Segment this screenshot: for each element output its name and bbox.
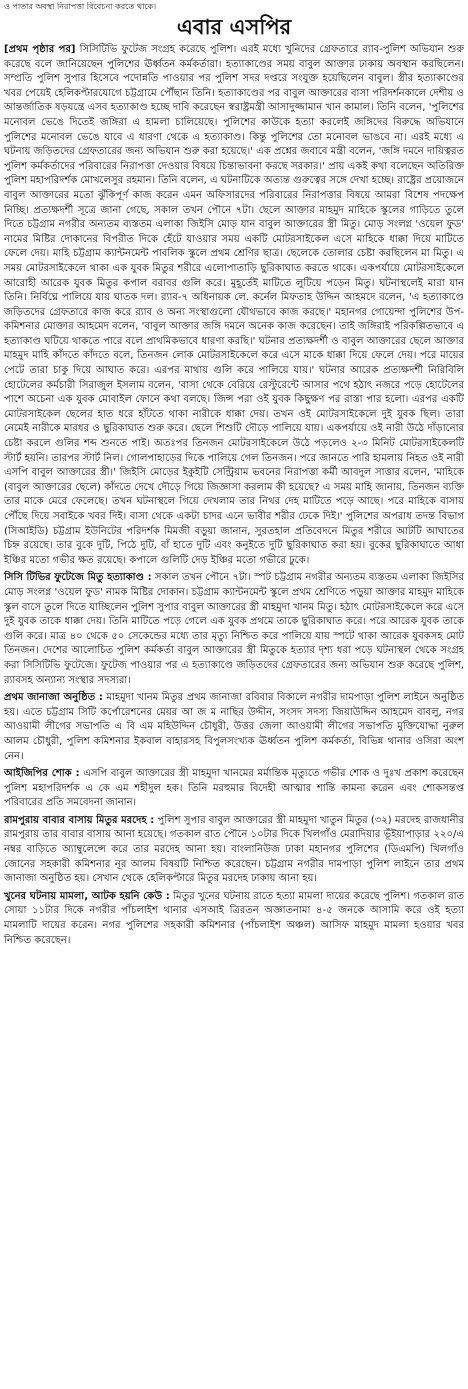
paragraph-lead: রামপুরায় বাবার বাসায় মিতুর মরদেহ : bbox=[4, 814, 155, 826]
paragraph-lead: প্রথম জানাজা অনুষ্ঠিত : bbox=[4, 692, 103, 704]
paragraph-body: মাহমুদা খানম মিতুর প্রথম জানাজা রবিবার বিকালে নগরীর দামপাড়া পুলিশ লাইনে অনুষ্ঠিত হয়। এতে চট্টগ্রাম সিটি কর্পোরেশনের মেয়র আ জ ম নাছির উদ্দীন, সংসদ সদস্য জিয়াউদ্দিন আহমেদ বাবলু, নগর আওয়ামী লীগের সভাপতি এ বি এম মহিউদ্দিন চৌধুরী, উত্তর জেলা আওয়ামী লীগের সভাপতি মুক্তিযোদ্ধা নুরুল আলম চৌধুরী, পুলিশ কমিশনার ইকবাল বাহারসহ বিপুলসংখ্যক ঊর্ধ্বতন পুলিশ কর্মকর্তা, বিভিন্ন থানার ওসিরা অংশ নেন। bbox=[4, 692, 464, 762]
paragraph-body: সিসিটিভি ফুটেজ সংগ্রহ করেছে পুলিশ। এরই মধ্যে খুনিদের গ্রেফতারে র‍্যাব-পুলিশ অভিযান শুরু করেছে বলে জানিয়েছেন পুলিশের ঊর্ধ্বতন কর্মকর্তারা। হত্যাকাণ্ডের সময় বাবুল আক্তার ঢাকায় অবস্থান করছিলেন। সম্প্রতি পুলিশ সুপার হিসেবে পদোন্নতি পাওয়ার পর পুলিশ সদর দপ্তরে সংযুক্ত হয়েছিলেন বাবুল। স্ত্রীর হত্যাকাণ্ডের খবর পেয়েই হেলিকপ্টারযোগে চট্টগ্রামে পৌঁছান তিনি। হত্যাকাণ্ডের পর বাবুল আক্তারের বাসা পরিদর্শনকালে দেশীয় ও আন্তর্জাতিক ষড়যন্ত্রে এসব হত্যাকাণ্ড হচ্ছে দাবি করেছেন স্বরাষ্ট্রমন্ত্রী আসাদুজ্জামান খান কামাল। তিনি বলেন, 'পুলিশের মনোবল ভেঙে দিতেই জঙ্গিরা এ হামলা চালিয়েছে। পুলিশের কাউকে হত্যা করলেই জঙ্গিদের বিরুদ্ধে অভিযানে পুলিশের মনোবল ভেঙে যাবে এ ধারণা থেকে এ হত্যাকাণ্ড। কিন্তু পুলিশের তো মনোবল ভাঙবে না। এরই মধ্যে এ ঘটনায় জড়িতদের গ্রেফতারের জন্য অভিযান শুরু করা হয়েছে।' এক প্রশ্নের জবাবে মন্ত্রী বলেন, 'জঙ্গি দমনে দায়িত্বরত পুলিশ কর্মকর্তাদের পরিবারের নিরাপত্তা দেওয়ার বিষয়ে চিন্তাভাবনা করছে সরকার।' প্রায় একই কথা বলেছেন অতিরিক্ত পুলিশ মহাপরিদর্শক মোখলেসুর রহমান। তিনি বলেন, এ ঘটনাটিকে অত্যন্ত গুরুত্বের সঙ্গে দেখা হচ্ছে। রাষ্ট্রের প্রয়োজনে বাবুল আক্তারের মতো ঝুঁকিপূর্ণ কাজ করেন এমন অফিসারদের পরিবারের নিরাপত্তার বিষয়ে আমরা বিশেষ পদক্ষেপ নিচ্ছি। প্রত্যক্ষদর্শী সূত্রে জানা গেছে, সকাল তখন পৌনে ৭টা। ছেলে আক্তার মাহমুদ মাহিকে স্কুলের গাড়িতে তুলে দিতে চট্টগ্রাম নগরীর অন্যতম ব্যস্ততম এলাকা জিইসি মোড় যান বাবুল আক্তারের স্ত্রী মিতু। মোড় সংলগ্ন 'ওয়েল ফুড' নামের মিষ্টির দোকানের বিপরীত দিকে হেঁটে যাওয়ার সময় একটি মোটরসাইকেল এসে মাহিকে ধাক্কা দিয়ে মাটিতে ফেলে দেয়। মাহি চট্টগ্রাম ক্যান্টনমেন্ট পাবলিক স্কুলে প্রথম শ্রেণির ছাত্র। ছেলেকে তোলার চেষ্টা করছিলেন মা মিতু। এ সময় মোটরসাইকেলে থাকা এক যুবক মিতুর শরীরে এলোপাতাড়ি ছুরিকাঘাত করতে থাকে। একপর্যায়ে মোটরসাইকেলে আরোহী আরেক যুবক মিতুর কপাল বরাবর গুলি করে। মুহূর্তেই মাটিতে লুটিয়ে পড়েন মিতু। ঘটনাস্থলেই মারা যান তিনি। নির্বিঘ্নে পালিয়ে যায় ঘাতক দল। র‍্যাব-৭ অধিনায়ক লে. কর্নেল মিফতাহ উদ্দিন আহমদে বলেন, 'এ হত্যাকাণ্ডে জড়িতদের গ্রেফতারে কাজ করে র‍্যাব ও অন্য সংস্থাগুলো যৌথভাবে কাজ করছে।' মহানগর গোয়েন্দা পুলিশের উপ-কমিশনার মোক্তার আহমেদ বলেন, 'বাবুল আক্তার জঙ্গি দমনে অনেক কাজ করেছেন। তাই জঙ্গিরাই পরিকল্পিতভাবে এ হত্যাকাণ্ড ঘটিয়ে থাকতে পারে বলে প্রাথমিকভাবে ধারণা করছি।' ঘটনার প্রত্যক্ষদর্শী ও বাবুল আক্তারের ছেলে আক্তার মাহমুদ মাহি কাঁদতে কাঁদতে বলে, তিনজন লোক মোটরসাইকেলে করে এসে মাকে ধাক্কা দিয়ে ফেলে দেয়। পরে মায়ের পেটে তারা চাকু দিয়ে আঘাত করে। এরপর মাথায় গুলি করে পালিয়ে যায়।' ঘটনার আরেক প্রত্যক্ষদর্শী নিরিবিলি হোটেলের কর্মচারী সিরাজুল ইসলাম বলেন, 'বাসা থেকে বেরিয়ে রেস্টুরেন্টে আসার পথে হঠাৎ নজরে পড়ে হোটেলের পাশে অচেনা এক যুবক মোবাইল ফোনে কথা বলছে। জিন্স পরা ওই যুবক কিছুক্ষণ পর রাস্তা পার হলো। এরপর একটি মোটরসাইকেল ছেলের হাত ধরে হাঁটতে থাকা নারীকে ধাক্কা দেয়। তখন ওই মোটরসাইকেলে দুই যুবক ছিল। তারা নেমেই নারীকে মারধর ও ছুরিকাঘাত শুরু করে। ছেলে শিশুটি দৌড়ে পালিয়ে যায়। একপর্যায়ে ওই নারী উঠে দাঁড়ানোর চেষ্টা করলে গুলির শব্দ শুনতে পাই। অতঃপর তিনজন মোটরসাইকেলে উঠে পড়লেও ২-৩ মিনিট মোটরসাইকেলটি স্টার্ট হয়নি। তারপর স্টার্ট নিল। গোলপাহাড়ের দিকে পালিয়ে গেল তিনজন। পরে জানতে পারি হামলায় নিহত ওই নারী এসপি বাবুল আক্তারের স্ত্রী।' জিইসি মোড়ের ইকুইটি সেন্ট্রিয়াম ভবনের নিরাপত্তা কর্মী আবদুল সাত্তার বলেন, 'মাহিকে (বাবুল আক্তারের ছেলে) কাঁদতে দেখে দৌড়ে গিয়ে জিজ্ঞাসা করলাম কী হয়েছে? এ সময় মাহি জানায়, তিনজন ব্যক্তি তার মাকে মেরে ফেলেছে। তখন ঘটনাস্থলে গিয়ে দেখলাম তার নিথর দেহ মাটিতে পড়ে আছে। পরে মাহিকে বাসায় পৌঁছে দিয়ে সবাইকে খবর দিই। বাসা থেকে একটা চাদর এনে ভাবীর শরীর ঢেকে দিই।' পুলিশের অপরাধ তদন্ত বিভাগ (সিআইডি) চট্টগ্রাম ইউনিটের পরিদর্শক মিমজী বড়ুয়া জানান, সুরতহাল প্রতিবেদনে মিতুর শরীরে আটটি আঘাতের চিহ্ন রয়েছে। তার বুকে দুটি, পিঠে দুটি, বাঁ হাতে দুটি এবং কনুইতে দুটি ছুরিকাঘাত করা হয়। বুকের ছুরিকাঘাতে আধা ইঞ্চির মতো গভীর ক্ষত রয়েছে। কপালে গুলিটি দেড় ইঞ্চির মতো গভীরে ঢুকে। bbox=[4, 44, 464, 566]
paragraph-lead: [প্রথম পৃষ্ঠার পর] bbox=[4, 44, 76, 55]
article-paragraph-rampura bbox=[4, 814, 464, 887]
paragraph-body: মিতুর খুনের ঘটনায় রাতে হত্যা মামলা দায়ের করেছে পুলিশ। গতকাল রাত সোয়া ১১টার দিকে নগরীর পাঁচলাইশ থানার এসআই ত্রিরতন অজ্ঞাতনামা ৪-৫ জনকে আসামি করে ওই হত্যা মামলাটি দায়ের করেন। নগর পুলিশের সহকারী কমিশনার (পাঁচলাইশ অঞ্চল) আসিফ মাহমুদ মামলা হওয়ার খবর নিশ্চিত করেছেন। bbox=[4, 890, 464, 946]
paragraph-lead: আইজিপির শোক : bbox=[4, 768, 80, 780]
article-paragraph-cctv bbox=[4, 571, 464, 688]
paragraph-lead: খুনের ঘটনায় মামলা, আটক হয়নি কেউ : bbox=[4, 890, 170, 902]
paragraph-body: এসপি বাবুল আক্তারের স্ত্রী মাহমুদা খানমের মর্মান্তিক মৃত্যুতে গভীর শোক ও দুঃখ প্রকাশ করেছেন পুলিশ মহাপরিদর্শক এ কে এম শহীদুল হক। তিনি মরহুমার বিদেহী আত্মার শান্তি কামনা করেন এবং শোকসন্তপ্ত পরিবারের প্রতি সমবেদনা জানান। bbox=[4, 768, 464, 809]
article-paragraph-case-filed bbox=[4, 890, 464, 948]
paragraph-body: পুলিশ সুপার বাবুল আক্তারের স্ত্রী মাহমুদা খাতুন মিতুর (৩২) মরদেহ রাজধানীর রামপুরায় তার বাবার বাসায় আনা হয়েছে। গতকাল রাত পৌনে ১০টার দিকে খিলগাঁও মেরাদিয়ার ভূঁইয়াপাড়ার ২২০/এ নম্বর বাড়িতে অ্যাম্বুলেন্সে করে তার মরদেহ আনা হয়। বাংলানিউজ ঢাকা মহানগর পুলিশের (ডিএমপি) খিলগাঁও জোনের সহকারী কমিশনার নূর আলম বিষয়টি নিশ্চিত করেছেন। চট্টগ্রাম নগরীর দামপাড়া পুলিশ লাইনে তার প্রথম জানাজা অনুষ্ঠিত হয়। সেখান থেকে হেলিকপ্টারে মিতুর মরদেহ ঢাকায় আনা হয়। bbox=[4, 814, 464, 885]
paragraph-body: সকাল তখন পৌনে ৭টা। স্পট চট্টগ্রাম নগরীর অন্যতম ব্যস্ততম এলাকা জিইসির মোড় সংলগ্ন 'ওয়েল ফুড' নামক মিষ্টির দোকান। চট্টগ্রাম ক্যান্টনমেন্ট স্কুলে প্রথম শ্রেণিতে পড়ুয়া আক্তার মাহমুদ মাহিকে স্কুল বাসে তুলে দিতে যাচ্ছিলেন পুলিশ সুপার বাবুল আক্তারের স্ত্রী মাহমুদা খানম মিতু। হঠাৎ মোটরসাইকেলে করে এসে দুই যুবক তাকে ধাক্কা দেয়। তিনি মাটিতে পড়ে গেলে এক যুবক প্রথমে তাকে ছুরিকাঘাত করে। পরে আরেক যুবক তাকে গুলি করে। মাত্র ৪০ থেকে ৫০ সেকেন্ডের মধ্যে তার মৃত্যু নিশ্চিত করে পালিয়ে যায় স্পটে থাকা আরেক যুবকসহ মোট তিনজন। দেশের আলোচিত পুলিশ কর্মকর্তা বাবুল আক্তারের স্ত্রী মিতুকে হত্যার দৃশ্য ধরা পড়ে ঘটনাস্থল থেকে সংগ্রহ করা সিসিটিভি ফুটেজে। ফুটেজ পাওয়ার পর এ হত্যাকাণ্ডে জড়িতদের গ্রেফতারের জন্য অভিযান শুরু করেছে পুলিশ, র‍্যাবসহ অন্যান্য সংস্থার সদস্যরা। bbox=[4, 572, 464, 686]
article-headline: এবার এসপির bbox=[176, 15, 292, 39]
article-paragraph-janaza bbox=[4, 691, 464, 764]
article-paragraph-igp-condolence bbox=[4, 767, 464, 811]
continued-text-line: ও পাতার অবস্থা নিরাপত্তা বিবেচনা করতে থাকে। bbox=[4, 2, 157, 11]
article-paragraph-continuation bbox=[4, 43, 464, 568]
paragraph-lead: সিসি টিভির ফুটেজে মিতু হত্যাকাণ্ড : bbox=[4, 572, 152, 584]
